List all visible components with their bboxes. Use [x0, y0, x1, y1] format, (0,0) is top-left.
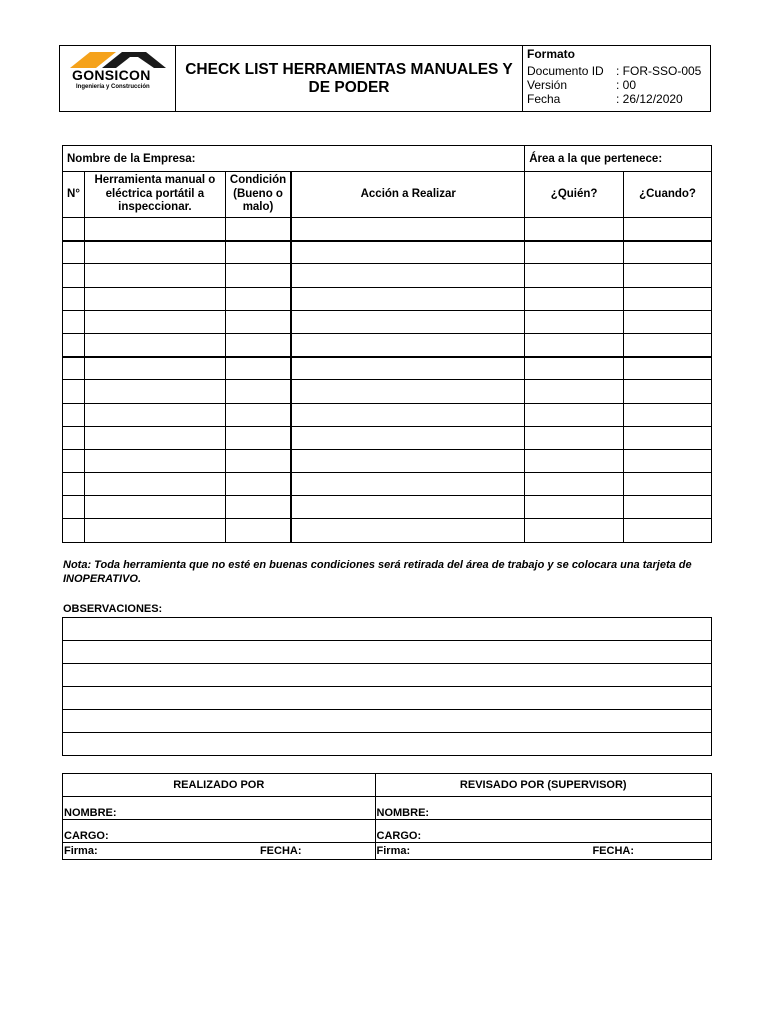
col-cuando: ¿Cuando?	[624, 172, 712, 218]
meta-label: Documento ID	[527, 64, 604, 78]
meta-row	[527, 78, 706, 92]
table-cell[interactable]	[84, 426, 225, 449]
table-cell[interactable]	[624, 519, 712, 542]
revisado-cargo-field[interactable]: CARGO:	[375, 820, 711, 843]
observaciones-table	[62, 617, 712, 756]
table-cell[interactable]	[525, 473, 624, 496]
table-cell[interactable]	[63, 496, 85, 519]
table-cell[interactable]	[624, 496, 712, 519]
nota-text: Nota: Toda herramienta que no esté en buenas condiciones será retirada del área de trabajo y se colocara una tarjeta de INOPERATIVO.	[63, 559, 692, 585]
firma-label: Firma:	[64, 845, 98, 857]
empresa-field[interactable]: Nombre de la Empresa:	[63, 146, 525, 172]
col-accion: Acción a Realizar	[291, 172, 524, 218]
table-cell[interactable]	[525, 287, 624, 310]
table-cell[interactable]	[63, 426, 85, 449]
table-cell[interactable]	[63, 403, 85, 426]
table-cell[interactable]	[225, 380, 291, 403]
table-cell[interactable]	[525, 218, 624, 241]
realizado-nombre-field[interactable]: NOMBRE:	[63, 797, 376, 820]
observacion-line[interactable]	[63, 664, 712, 687]
meta-label: Fecha	[527, 92, 561, 106]
table-cell[interactable]	[225, 264, 291, 287]
table-cell[interactable]	[291, 218, 524, 241]
table-cell[interactable]	[291, 496, 524, 519]
observaciones-label: OBSERVACIONES:	[63, 603, 163, 615]
revisado-header: REVISADO POR (SUPERVISOR)	[375, 774, 711, 797]
meta-title: Formato	[527, 47, 575, 61]
revisado-firma-cell[interactable]	[375, 843, 711, 860]
meta-value: : 00	[616, 78, 637, 92]
table-cell[interactable]	[624, 218, 712, 241]
table-cell[interactable]	[84, 287, 225, 310]
table-cell[interactable]	[84, 403, 225, 426]
table-cell[interactable]	[225, 496, 291, 519]
table-cell[interactable]	[291, 333, 524, 356]
table-cell[interactable]	[624, 449, 712, 472]
table-cell[interactable]	[525, 449, 624, 472]
table-cell[interactable]	[84, 241, 225, 264]
col-condicion: Condición (Bueno o malo)	[225, 172, 291, 218]
table-cell[interactable]	[291, 241, 524, 264]
firma-label: Firma:	[376, 845, 411, 857]
table-cell[interactable]	[525, 403, 624, 426]
document-header	[59, 45, 711, 112]
table-row[interactable]	[63, 403, 712, 426]
table-cell[interactable]	[63, 218, 85, 241]
table-cell[interactable]	[624, 287, 712, 310]
table-cell[interactable]	[225, 218, 291, 241]
table-row[interactable]	[63, 241, 712, 264]
table-row[interactable]	[63, 426, 712, 449]
table-cell[interactable]	[525, 264, 624, 287]
table-cell[interactable]	[84, 380, 225, 403]
table-cell[interactable]	[525, 241, 624, 264]
company-logo	[60, 46, 176, 111]
revisado-nombre-field[interactable]: NOMBRE:	[375, 797, 711, 820]
table-row[interactable]	[63, 519, 712, 542]
table-cell[interactable]	[291, 380, 524, 403]
signature-table	[62, 773, 712, 860]
table-cell[interactable]	[225, 357, 291, 380]
table-cell[interactable]	[291, 310, 524, 333]
table-cell[interactable]	[624, 473, 712, 496]
document-title: CHECK LIST HERRAMIENTAS MANUALES Y DE PODER	[176, 46, 523, 111]
table-row[interactable]	[63, 449, 712, 472]
table-cell[interactable]	[525, 357, 624, 380]
table-row[interactable]	[63, 333, 712, 356]
table-cell[interactable]	[225, 519, 291, 542]
table-cell[interactable]	[525, 426, 624, 449]
table-row[interactable]	[63, 473, 712, 496]
table-row[interactable]	[63, 310, 712, 333]
observacion-row[interactable]	[63, 641, 712, 664]
observacion-line[interactable]	[63, 733, 712, 756]
table-cell[interactable]	[624, 426, 712, 449]
table-cell[interactable]	[291, 264, 524, 287]
observacion-row[interactable]	[63, 664, 712, 687]
table-row[interactable]	[63, 218, 712, 241]
table-row[interactable]	[63, 380, 712, 403]
realizado-firma-cell[interactable]	[63, 843, 376, 860]
fecha-label: FECHA:	[259, 845, 302, 857]
table-cell[interactable]	[63, 380, 85, 403]
checklist-table	[62, 145, 712, 543]
table-cell[interactable]	[84, 496, 225, 519]
table-cell[interactable]	[63, 357, 85, 380]
table-cell[interactable]	[525, 380, 624, 403]
table-cell[interactable]	[624, 333, 712, 356]
table-cell[interactable]	[225, 426, 291, 449]
observacion-line[interactable]	[63, 618, 712, 641]
table-cell[interactable]	[84, 357, 225, 380]
table-cell[interactable]	[84, 310, 225, 333]
observacion-row[interactable]	[63, 710, 712, 733]
table-cell[interactable]	[63, 519, 85, 542]
table-cell[interactable]	[624, 264, 712, 287]
table-cell[interactable]	[525, 519, 624, 542]
observacion-row[interactable]	[63, 687, 712, 710]
table-cell[interactable]	[84, 473, 225, 496]
table-row[interactable]	[63, 357, 712, 380]
meta-value: : FOR-SSO-005	[616, 64, 702, 78]
observacion-row[interactable]	[63, 733, 712, 756]
meta-label: Versión	[527, 78, 568, 92]
table-cell[interactable]	[63, 310, 85, 333]
logo-subtitle: Ingeniería y Construcción	[76, 84, 150, 90]
observacion-line[interactable]	[63, 641, 712, 664]
table-cell[interactable]	[84, 333, 225, 356]
table-cell[interactable]	[84, 218, 225, 241]
table-cell[interactable]	[63, 264, 85, 287]
table-cell[interactable]	[63, 241, 85, 264]
area-field[interactable]: Área a la que pertenece:	[525, 146, 712, 172]
table-cell[interactable]	[291, 519, 524, 542]
table-cell[interactable]	[624, 310, 712, 333]
table-cell[interactable]	[63, 333, 85, 356]
table-cell[interactable]	[84, 264, 225, 287]
table-cell[interactable]	[225, 287, 291, 310]
col-quien: ¿Quién?	[525, 172, 624, 218]
table-cell[interactable]	[525, 310, 624, 333]
table-cell[interactable]	[84, 449, 225, 472]
realizado-header: REALIZADO POR	[63, 774, 376, 797]
table-cell[interactable]	[525, 496, 624, 519]
table-cell[interactable]	[225, 333, 291, 356]
logo-name: GONSICON	[72, 67, 151, 83]
realizado-cargo-field[interactable]: CARGO:	[63, 820, 376, 843]
table-cell[interactable]	[624, 380, 712, 403]
observacion-line[interactable]	[63, 687, 712, 710]
table-cell[interactable]	[225, 241, 291, 264]
col-herramienta: Herramienta manual o eléctrica portátil a inspeccionar.	[84, 172, 225, 218]
document-meta	[523, 46, 710, 111]
table-cell[interactable]	[624, 403, 712, 426]
table-row[interactable]	[63, 287, 712, 310]
observacion-line[interactable]	[63, 710, 712, 733]
table-cell[interactable]	[63, 473, 85, 496]
meta-value: : 26/12/2020	[616, 92, 683, 106]
table-cell[interactable]	[84, 519, 225, 542]
table-cell[interactable]	[291, 426, 524, 449]
table-cell[interactable]	[291, 449, 524, 472]
table-cell[interactable]	[63, 449, 85, 472]
table-cell[interactable]	[291, 287, 524, 310]
table-cell[interactable]	[291, 473, 524, 496]
table-cell[interactable]	[291, 403, 524, 426]
table-cell[interactable]	[291, 357, 524, 380]
table-row[interactable]	[63, 264, 712, 287]
table-cell[interactable]	[225, 310, 291, 333]
table-cell[interactable]	[525, 333, 624, 356]
table-cell[interactable]	[63, 287, 85, 310]
observacion-row[interactable]	[63, 618, 712, 641]
table-cell[interactable]	[624, 357, 712, 380]
fecha-label: FECHA:	[592, 845, 634, 857]
meta-row	[527, 92, 706, 106]
table-cell[interactable]	[225, 449, 291, 472]
table-cell[interactable]	[225, 403, 291, 426]
table-cell[interactable]	[225, 473, 291, 496]
table-row[interactable]	[63, 496, 712, 519]
meta-row	[527, 64, 706, 78]
col-number: N°	[63, 172, 85, 218]
table-cell[interactable]	[624, 241, 712, 264]
